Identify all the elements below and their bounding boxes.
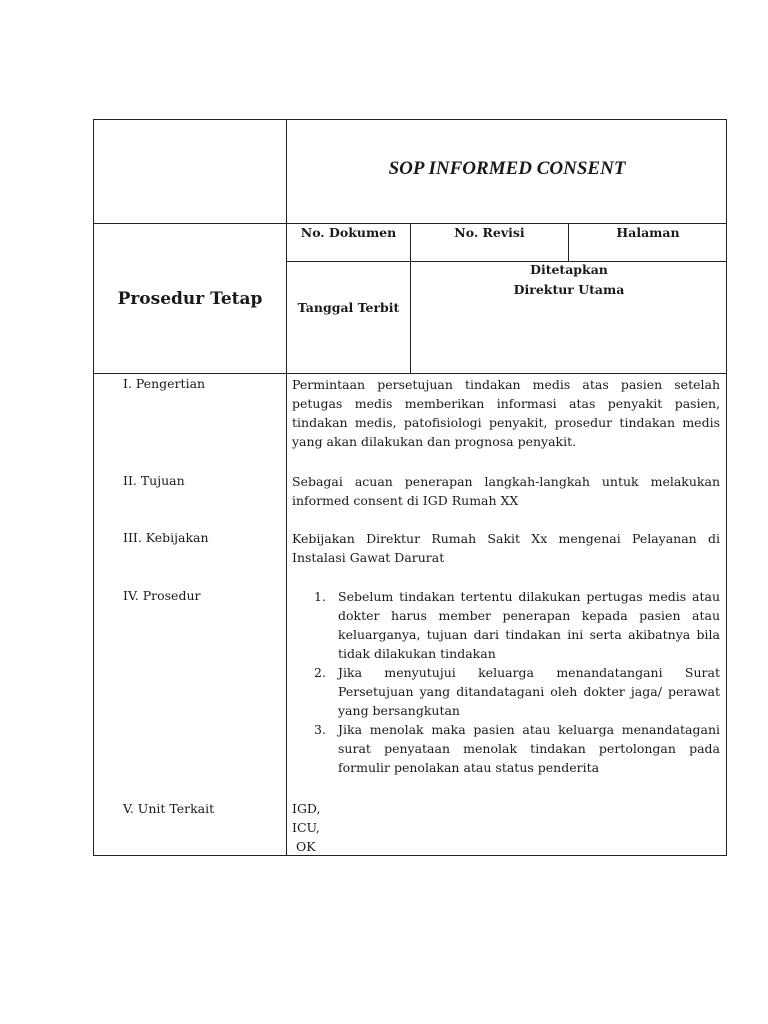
prosedur-step — [292, 587, 720, 663]
unit-terkait-list — [292, 799, 320, 856]
step-number: 3. — [314, 722, 326, 737]
doc-number-label: No. Dokumen — [300, 225, 397, 240]
section-label-pengertian: I. Pengertian — [123, 376, 206, 391]
step-number: 2. — [314, 665, 326, 680]
unit-item: ICU, — [292, 820, 320, 835]
issue-date-label: Tanggal Terbit — [297, 300, 400, 315]
section-label-kebijakan: III. Kebijakan — [123, 530, 209, 545]
kebijakan-text: Kebijakan Direktur Rumah Sakit Xx mengenai Pelayanan di Instalasi Gawat Darurat — [292, 531, 720, 565]
prosedur-step — [292, 663, 720, 720]
unit-item: IGD, — [292, 801, 321, 816]
prosedur-tetap-label: Prosedur Tetap — [117, 289, 263, 309]
prosedur-steps — [292, 587, 720, 777]
unit-item: OK — [292, 839, 316, 854]
section-label-tujuan: II. Tujuan — [123, 473, 185, 488]
table-divider — [93, 373, 727, 374]
prosedur-step — [292, 720, 720, 777]
section-label-prosedur: IV. Prosedur — [123, 588, 201, 603]
approver-label: Direktur Utama — [513, 282, 625, 297]
table-divider — [410, 223, 411, 373]
page-label: Halaman — [616, 225, 680, 240]
step-number: 1. — [314, 589, 326, 604]
revision-label: No. Revisi — [454, 225, 525, 240]
approved-label: Ditetapkan — [530, 262, 608, 277]
section-label-unit-terkait: V. Unit Terkait — [123, 801, 215, 816]
step-text: Jika menyutujui keluarga menandatangani Surat Persetujuan yang ditandatagani oleh dokter jaga/ perawat yang bersangkutan — [338, 665, 720, 718]
step-text: Jika menolak maka pasien atau keluarga menandatagani surat penyataan menolak tindakan pertolongan pada formulir penolakan atau status penderita — [338, 722, 720, 775]
tujuan-text: Sebagai acuan penerapan langkah-langkah untuk melakukan informed consent di IGD Rumah XX — [292, 474, 720, 508]
document-title: SOP INFORMED CONSENT — [388, 158, 626, 179]
pengertian-text: Permintaan persetujuan tindakan medis atas pasien setelah petugas medis memberikan informasi atas penyakit pasien, tindakan medis, patofisiologi penyakit, prosedur tindakan medis yang akan dilakukan dan prognosa penyakit. — [292, 377, 720, 449]
step-text: Sebelum tindakan tertentu dilakukan pertugas medis atau dokter harus member penerapan kepada pasien atau keluarganya, tujuan dari tindakan ini serta akibatnya bila tidak dilakukan tindakan — [338, 589, 720, 661]
